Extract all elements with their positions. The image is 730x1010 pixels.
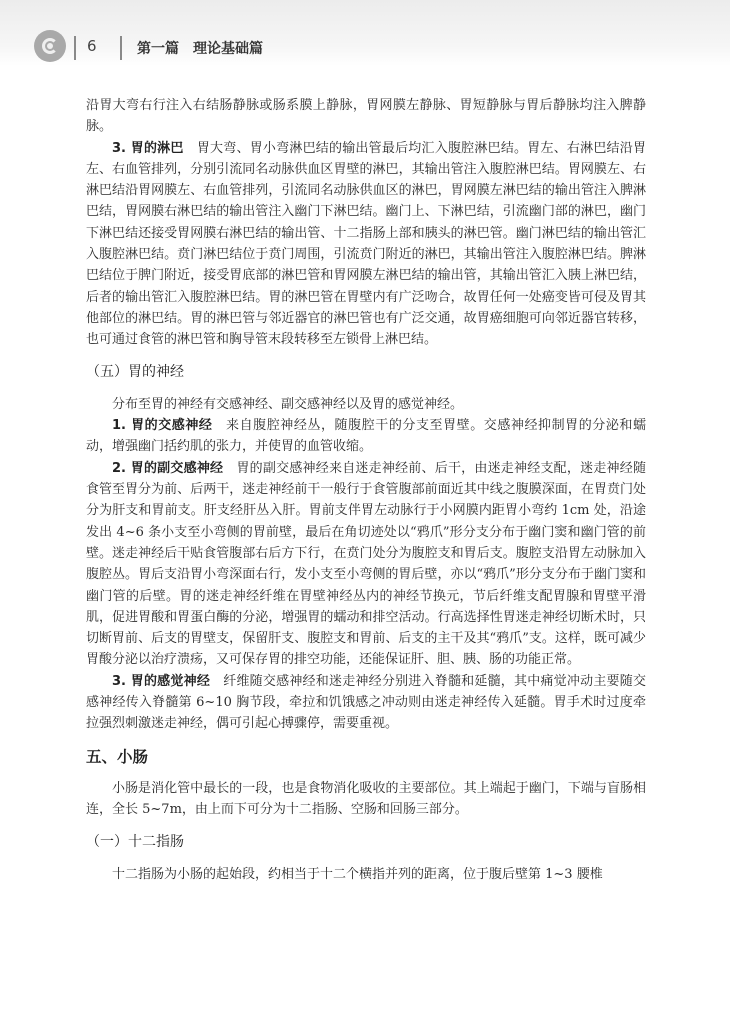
lymph-lead-heading: 3. 胃的淋巴 <box>112 140 184 156</box>
parasympathetic-lead-heading: 2. 胃的副交感神经 <box>112 460 224 476</box>
page-body <box>86 95 646 885</box>
header-divider <box>74 36 76 60</box>
paragraph-small-intestine: 小肠是消化管中最长的一段，也是食物消化吸收的主要部位。其上端起于幽门，下端与盲肠相连，全长 5~7m，由上而下可分为十二指肠、空肠和回肠三部分。 <box>86 780 646 818</box>
sympathetic-lead-heading: 1. 胃的交感神经 <box>112 418 213 434</box>
page-header <box>0 0 730 66</box>
sensory-text: 纤维随交感神经和迷走神经分别进入脊髓和延髓，其中痛觉冲动主要随交感神经传入脊髓第 6~10 胸节段，牵拉和饥饿感之冲动则由迷走神经传入延髓。胃手术时过度牵拉强烈刺激迷走神经，偶可引起心搏骤停，需要重视。 <box>86 673 646 732</box>
heading-duodenum: （一）十二指肠 <box>86 833 184 850</box>
lymph-text: 胃大弯、胃小弯淋巴结的输出管最后均汇入腹腔淋巴结。胃左、右淋巴结沿胃左、右血管排列，分别引流同名动脉供血区胃壁的淋巴，其输出管注入腹腔淋巴结。胃网膜左、右淋巴结沿胃网膜左、右血管排列，引流同名动脉供血区的淋巴，胃网膜左淋巴结的输出管注入脾淋巴结，胃网膜右淋巴结的输出管注入幽门下淋巴结。幽门上、下淋巴结，引流幽门部的淋巴，幽门下淋巴结还接受胃网膜右淋巴结的输出管、十二指肠上部和胰头的淋巴管。幽门淋巴结的输出管汇入腹腔淋巴结。贲门淋巴结位于贲门周围，引流贲门附近的淋巴，其输出管注入腹腔淋巴结。脾淋巴结位于脾门附近，接受胃底部的淋巴管和胃网膜左淋巴结的输出管，其输出管汇入胰上淋巴结，后者的输出管汇入腹腔淋巴结。胃的淋巴管在胃壁内有广泛吻合，故胃任何一处癌变皆可侵及胃其他部位的淋巴结。胃的淋巴管与邻近器官的淋巴管也有广泛交通，故胃癌细胞可向邻近器官转移，也可通过食管的淋巴管和胸导管末段转移至左锁骨上淋巴结。 <box>86 140 646 348</box>
sensory-lead-heading: 3. 胃的感觉神经 <box>112 673 211 689</box>
paragraph-duodenum: 十二指肠为小肠的起始段，约相当于十二个横指并列的距离，位于腹后壁第 1~3 腰椎 <box>112 866 603 882</box>
paragraph-sensory <box>86 671 646 735</box>
running-section-title: 第一篇 理论基础篇 <box>137 41 263 57</box>
paragraph-gastric-veins: 沿胃大弯右行注入右结肠静脉或肠系膜上静脉，胃网膜左静脉、胃短静脉与胃后静脉均注入脾静脉。 <box>86 98 646 135</box>
heading-small-intestine: 五、小肠 <box>86 747 149 766</box>
sympathetic-text: 来自腹腔神经丛，随腹腔干的分支至胃壁。交感神经抑制胃的分泌和蠕动，增强幽门括约肌的张力，并使胃的血管收缩。 <box>86 418 646 455</box>
page-number: 6 <box>87 37 97 55</box>
header-divider <box>120 36 122 60</box>
parasympathetic-text: 胃的副交感神经来自迷走神经前、后干，由迷走神经支配，迷走神经随食管至胃分为前、后两干，迷走神经前干一般行于食管腹部前面近其中线之腹膜深面，在胃贲门处分为肝支和胃前支。肝支经肝丛入肝。胃前支伴胃左动脉行于小网膜内距胃小弯约 1cm 处，沿途发出 4~6 条小支至小弯侧的胃前壁，最后在角切迹处以“鸦爪”形分支分布于幽门窦和幽门管的前壁。迷走神经后干贴食管腹部右后方下行，在贲门处分为腹腔支和胃后支。腹腔支沿胃左动脉加入腹腔丛。胃后支沿胃小弯深面右行，发小支至小弯侧的胃后壁，亦以“鸦爪”形分支分布于幽门窦和幽门管的后壁。胃的迷走神经纤维在胃壁神经丛内的神经节换元，节后纤维支配胃腺和胃壁平滑肌，促进胃酸和胃蛋白酶的分泌，增强胃的蠕动和排空活动。行高选择性胃迷走神经切断术时，只切断胃前、后支的胃壁支，保留肝支、腹腔支和胃前、后支的主干及其“鸦爪”支。这样，既可减少胃酸分泌以治疗溃疡，又可保存胃的排空功能，还能保证肝、胆、胰、肠的功能正常。 <box>86 460 646 668</box>
publisher-logo-icon <box>34 30 66 62</box>
paragraph-parasympathetic <box>86 458 646 671</box>
paragraph-nerves-intro: 分布至胃的神经有交感神经、副交感神经以及胃的感觉神经。 <box>112 396 464 412</box>
heading-gastric-nerves: （五）胃的神经 <box>86 363 184 380</box>
paragraph-gastric-lymph <box>86 138 646 351</box>
paragraph-sympathetic <box>86 415 646 458</box>
